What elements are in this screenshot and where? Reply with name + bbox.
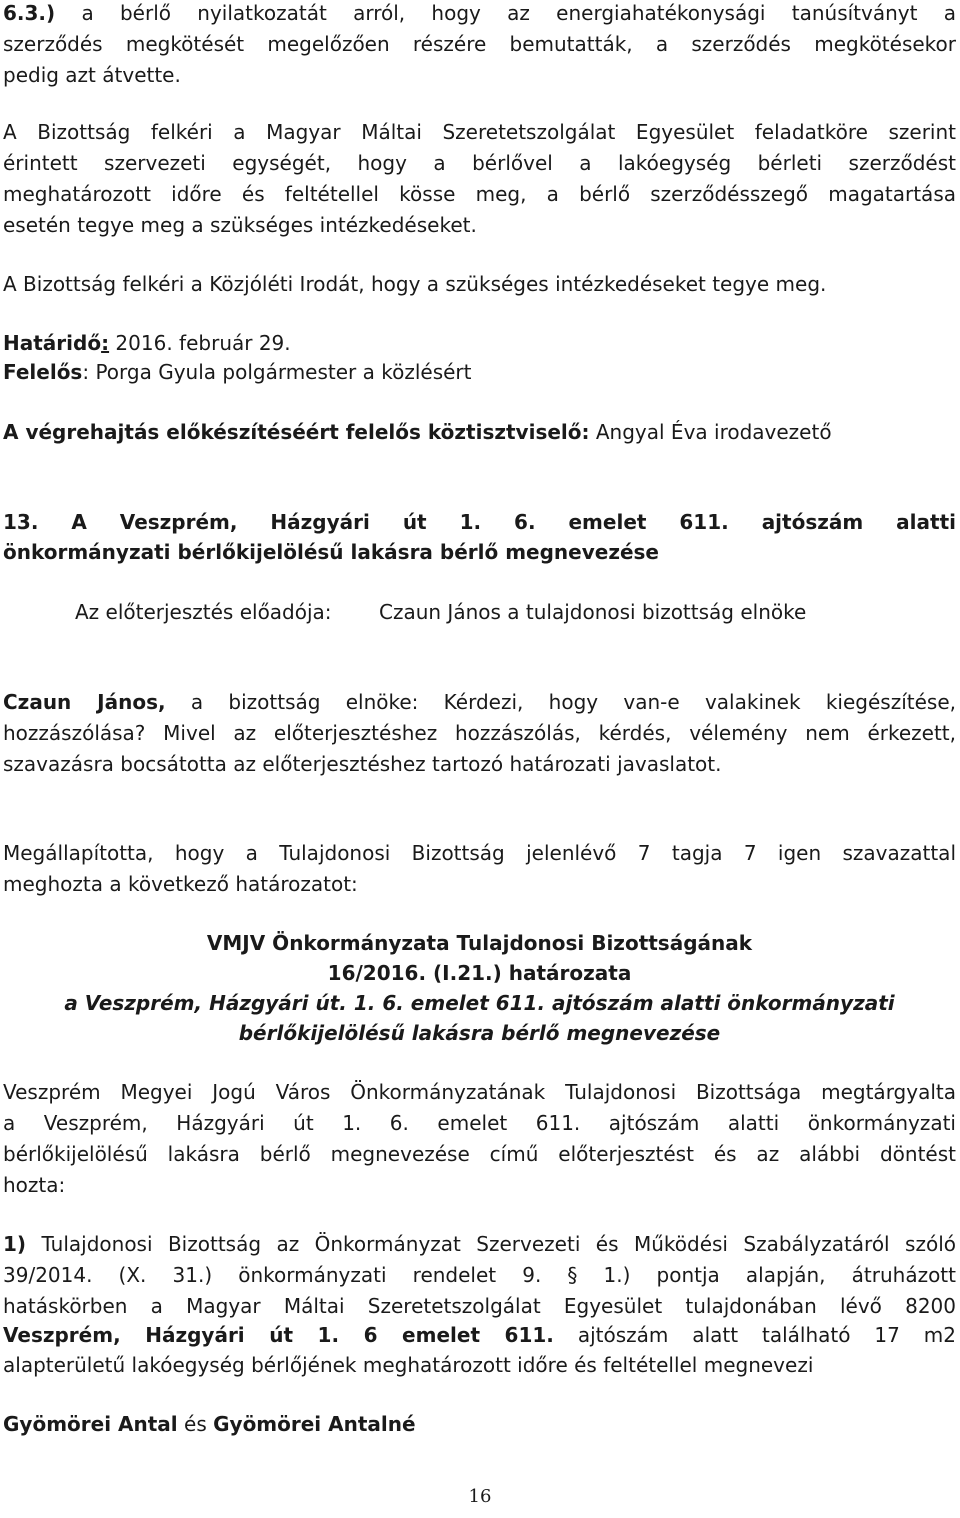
discussion-line-3: szavazásra bocsátotta az előterjesztéshez tartozó határozati javaslatot. [3, 752, 722, 776]
body-line-3: bérlőkijelölésű lakásra bérlő megnevezése című előterjesztést és az alábbi döntést [3, 1142, 956, 1166]
body-line-1: Veszprém Megyei Jogú Város Önkormányzatának Tulajdonosi Bizottsága megtárgyalta [3, 1080, 956, 1104]
section-number: 6.3.) [3, 1, 56, 25]
preparation-label: A végrehajtás előkészítéséért felelős köztisztviselő: [3, 420, 590, 444]
page-number: 16 [468, 1486, 492, 1507]
point-1-line-2: 39/2014. (X. 31.) önkormányzati rendelet 9. § 1.) pontja alapján, átruházott [3, 1263, 956, 1287]
point-1-line-3: hatáskörben a Magyar Máltai Szeretetszolgálat Egyesület tulajdonában lévő 8200 [3, 1294, 956, 1318]
section-6-3-line-1: 6.3.) a bérlő nyilatkozatát arról, hogy az energiahatékonysági tanúsítványt a [3, 1, 956, 25]
presenter-label: Az előterjesztés előadója: [75, 600, 332, 624]
body-line-4: hozta: [3, 1173, 66, 1197]
item-13-title-line-2: önkormányzati bérlőkijelölésű lakásra bérlő megnevezése [3, 540, 659, 564]
finding-line-2: meghozta a következő határozatot: [3, 872, 358, 896]
deadline-value: 2016. február 29. [109, 331, 291, 355]
request-2: A Bizottság felkéri a Közjóléti Irodát, hogy a szükséges intézkedéseket tegye meg. [3, 272, 827, 296]
resolution-title-line-1: VMJV Önkormányzata Tulajdonosi Bizottságának [206, 931, 753, 955]
deadline: Határidő: 2016. február 29. [3, 331, 291, 355]
deadline-label: Határidő [3, 331, 102, 355]
request-1-line-2: érintett szervezeti egységét, hogy a bérlővel a lakóegység bérleti szerződést [3, 151, 956, 175]
preparation-officer [3, 417, 956, 448]
request-1-line-1: A Bizottság felkéri a Magyar Máltai Szeretetszolgálat Egyesület feladatköre szerint [3, 120, 956, 144]
discussion-line-2: hozzászólása? Mivel az előterjesztéshez hozzászólás, kérdés, vélemény nem érkezett, [3, 721, 956, 745]
chair-name: Czaun János, [3, 690, 166, 714]
responsible-label: Felelős [3, 360, 83, 384]
discussion-line-1: Czaun János, a bizottság elnöke: Kérdezi, hogy van-e valakinek kiegészítése, [3, 690, 956, 714]
point-number: 1) [3, 1232, 27, 1256]
section-6-3-line-3: pedig azt átvette. [3, 63, 181, 87]
point-1-line-1: 1) Tulajdonosi Bizottság az Önkormányzat Szervezeti és Működési Szabályzatáról szóló [3, 1232, 956, 1256]
request-1-line-3: meghatározott időre és feltétellel kösse meg, a bérlő szerződésszegő magatartása [3, 182, 956, 206]
resolution-title-line-3: a Veszprém, Házgyári út. 1. 6. emelet 611. ajtószám alatti önkormányzati [64, 991, 895, 1015]
resolution-title-line-2: 16/2016. (I.21.) határozata [327, 961, 632, 985]
preparation-value: Angyal Éva irodavezető [589, 420, 832, 444]
request-1-line-4: esetén tegye meg a szükséges intézkedéseket. [3, 213, 477, 237]
point-1-line-4: Veszprém, Házgyári út 1. 6 emelet 611. ajtószám alatt található 17 m2 [3, 1323, 956, 1347]
tenant-name-2: Gyömörei Antalné [213, 1412, 416, 1436]
tenant-name-1: Gyömörei Antal [3, 1412, 178, 1436]
section-6-3-line-2: szerződés megkötését megelőzően részére bemutatták, a szerződés megkötésekor [3, 32, 956, 56]
responsible-value: : Porga Gyula polgármester a közlésért [82, 360, 472, 384]
body-line-2: a Veszprém, Házgyári út 1. 6. emelet 611. ajtószám alatti önkormányzati [3, 1111, 956, 1135]
item-13-title-line-1: 13. A Veszprém, Házgyári út 1. 6. emelet 611. ajtószám alatti [3, 510, 956, 534]
address-bold: Veszprém, Házgyári út 1. 6 emelet 611. [3, 1323, 554, 1347]
resolution-title-line-4: bérlőkijelölésű lakásra bérlő megnevezése [238, 1021, 721, 1045]
point-1-line-5: alapterületű lakóegység bérlőjének meghatározott időre és feltétellel megnevezi [3, 1353, 814, 1377]
presenter [3, 597, 956, 628]
presenter-value: Czaun János a tulajdonosi bizottság elnöke [379, 600, 807, 624]
tenant-names: Gyömörei Antal és Gyömörei Antalné [3, 1412, 416, 1436]
finding-line-1: Megállapította, hogy a Tulajdonosi Bizottság jelenlévő 7 tagja 7 igen szavazattal [3, 841, 956, 865]
responsible [3, 357, 956, 388]
